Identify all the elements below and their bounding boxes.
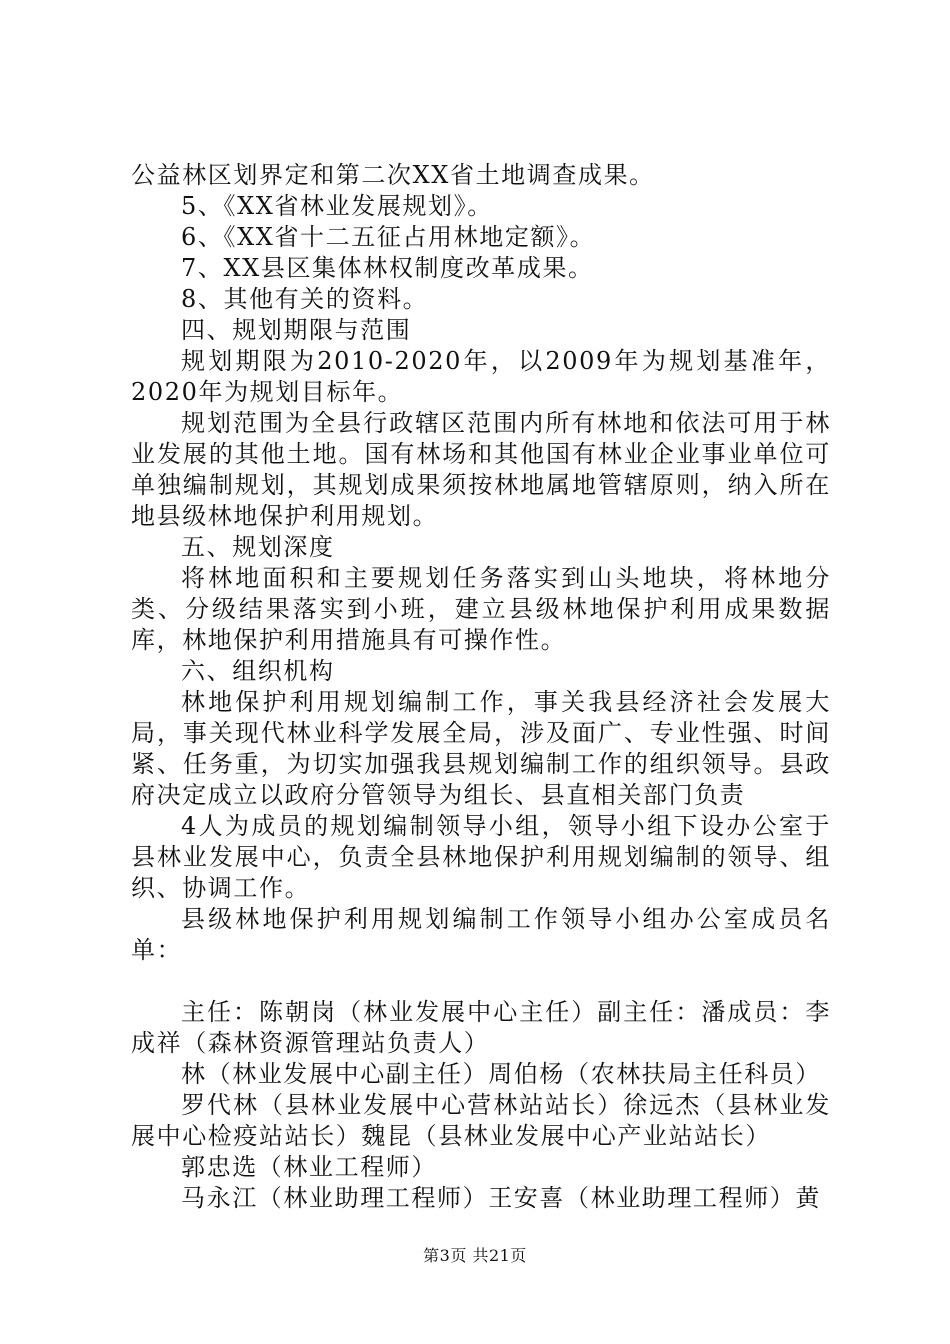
paragraph-item-7: 7、XX县区集体林权制度改革成果。: [181, 254, 594, 282]
section-heading-5: 五、规划深度: [181, 533, 335, 561]
document-body: [131, 160, 831, 1214]
paragraph-members-4: 马永江（林业助理工程师）王安喜（林业助理工程师）黄: [181, 1184, 821, 1212]
paragraph-leading-group: 4人为成员的规划编制领导小组，领导小组下设办公室于县林业发展中心，负责全县林地保护利用规划编制的领导、组织、协调工作。: [131, 812, 831, 902]
paragraph-member-list-title: 县级林地保护利用规划编制工作领导小组办公室成员名单：: [131, 905, 831, 964]
paragraph-item-5: 5、《XX省林业发展规划》。: [181, 192, 493, 220]
paragraph-planning-period: 规划期限为2010-2020年，以2009年为规划基准年，2020年为规划目标年。: [131, 347, 831, 406]
paragraph-continuation: 公益林区划界定和第二次XX省土地调查成果。: [131, 161, 655, 189]
paragraph-members-1: 林（林业发展中心副主任）周伯杨（农林扶局主任科员）: [181, 1060, 821, 1088]
paragraph-members-3: 郭忠选（林业工程师）: [181, 1153, 437, 1181]
section-heading-6: 六、组织机构: [181, 657, 335, 685]
page-number-footer: 第3页 共21页: [423, 1246, 527, 1265]
paragraph-organization: 林地保护利用规划编制工作，事关我县经济社会发展大局，事关现代林业科学发展全局，涉及面广、专业性强、时间紧、任务重，为切实加强我县规划编制工作的组织领导。县政府决定成立以政府分管领导为组长、县直相关部门负责: [131, 688, 831, 809]
paragraph-planning-depth: 将林地面积和主要规划任务落实到山头地块，将林地分类、分级结果落实到小班，建立县级林地保护利用成果数据库，林地保护利用措施具有可操作性。: [131, 564, 831, 654]
paragraph-item-6: 6、《XX省十二五征占用林地定额》。: [181, 223, 596, 251]
section-heading-4: 四、规划期限与范围: [181, 316, 412, 344]
paragraph-director: 主任：陈朝岗（林业发展中心主任）副主任：潘成员：李成祥（森林资源管理站负责人）: [131, 998, 831, 1057]
paragraph-planning-scope: 规划范围为全县行政辖区范围内所有林地和依法可用于林业发展的其他土地。国有林场和其他国有林业企业事业单位可单独编制规划，其规划成果须按林地属地管辖原则，纳入所在地县级林地保护利用规划。: [131, 409, 831, 530]
paragraph-members-2: 罗代林（县林业发展中心营林站站长）徐远杰（县林业发展中心检疫站站长）魏昆（县林业发展中心产业站站长）: [131, 1091, 831, 1150]
paragraph-item-8: 8、其他有关的资料。: [181, 285, 429, 313]
